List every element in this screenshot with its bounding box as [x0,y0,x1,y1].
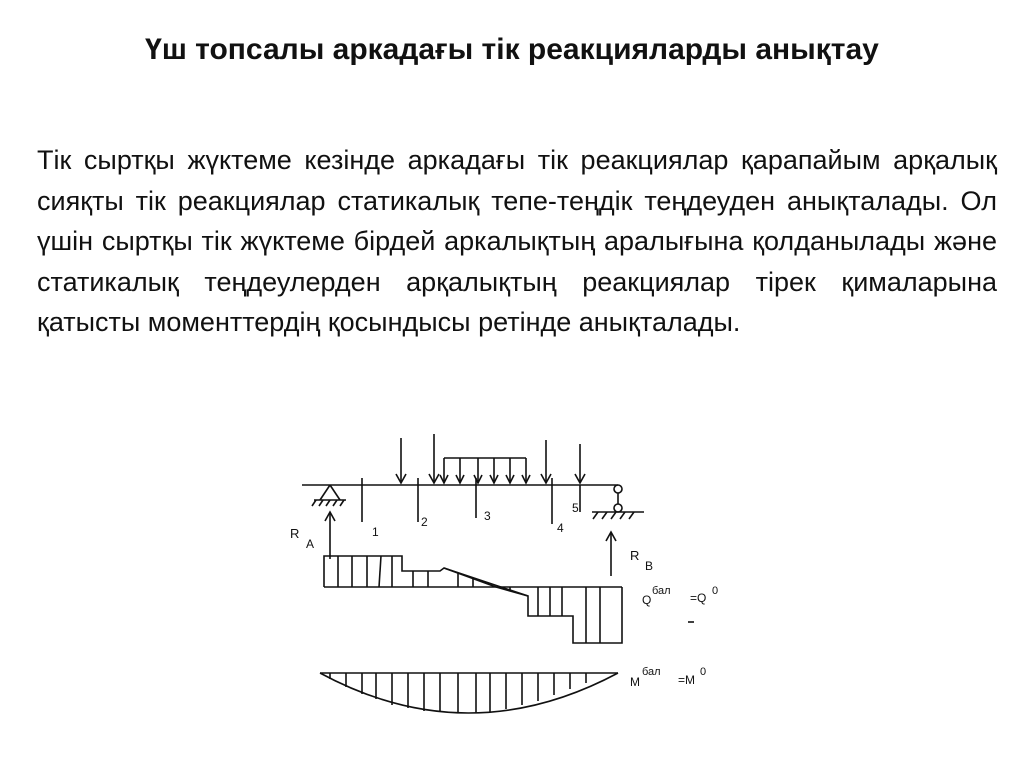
m-label: M [630,675,640,689]
shear-diagram [324,556,622,643]
reaction-b-label: R [630,548,640,563]
q-equals: =Q [690,591,707,605]
section-label-1: 1 [372,525,379,539]
reaction-a-label: R [290,526,300,541]
reaction-a-subscript: A [306,537,315,551]
moment-diagram [320,673,618,713]
q-label: Q [642,593,652,607]
section-label-2: 2 [421,515,428,529]
section-label-5: 5 [572,501,579,515]
reaction-a-arrow [325,512,335,559]
q-superscript: бал [652,585,671,597]
section-label-4: 4 [557,521,564,535]
page-title: Үш топсалы аркадағы тік реакцияларды анықтау [145,33,879,66]
reaction-b-arrow [606,532,616,576]
m-equals-superscript: 0 [700,666,707,678]
beam-diagram [268,428,752,767]
right-support [592,485,644,519]
m-superscript: бал [642,666,661,678]
body-paragraph: Тік сыртқы жүктеме кезінде аркадағы тік реакциялар қарапайым арқалық сияқты тік реакциялар статикалық тепе-теңдік теңдеуден анықталады. Ол үшін сыртқы тік жүктеме бірдей аркалықтың аралығына қолданылады және статикалық теңдеулерден арқалықтың реакциялар тірек қималарына қатысты моменттердің қосындысы ретінде анықталады. [37,145,997,337]
reaction-b-subscript: B [645,559,654,573]
q-equals-superscript: 0 [712,585,719,597]
left-support [312,485,346,506]
distributed-load [440,458,530,483]
m-equals: =M [678,673,696,687]
section-label-3: 3 [484,509,491,523]
